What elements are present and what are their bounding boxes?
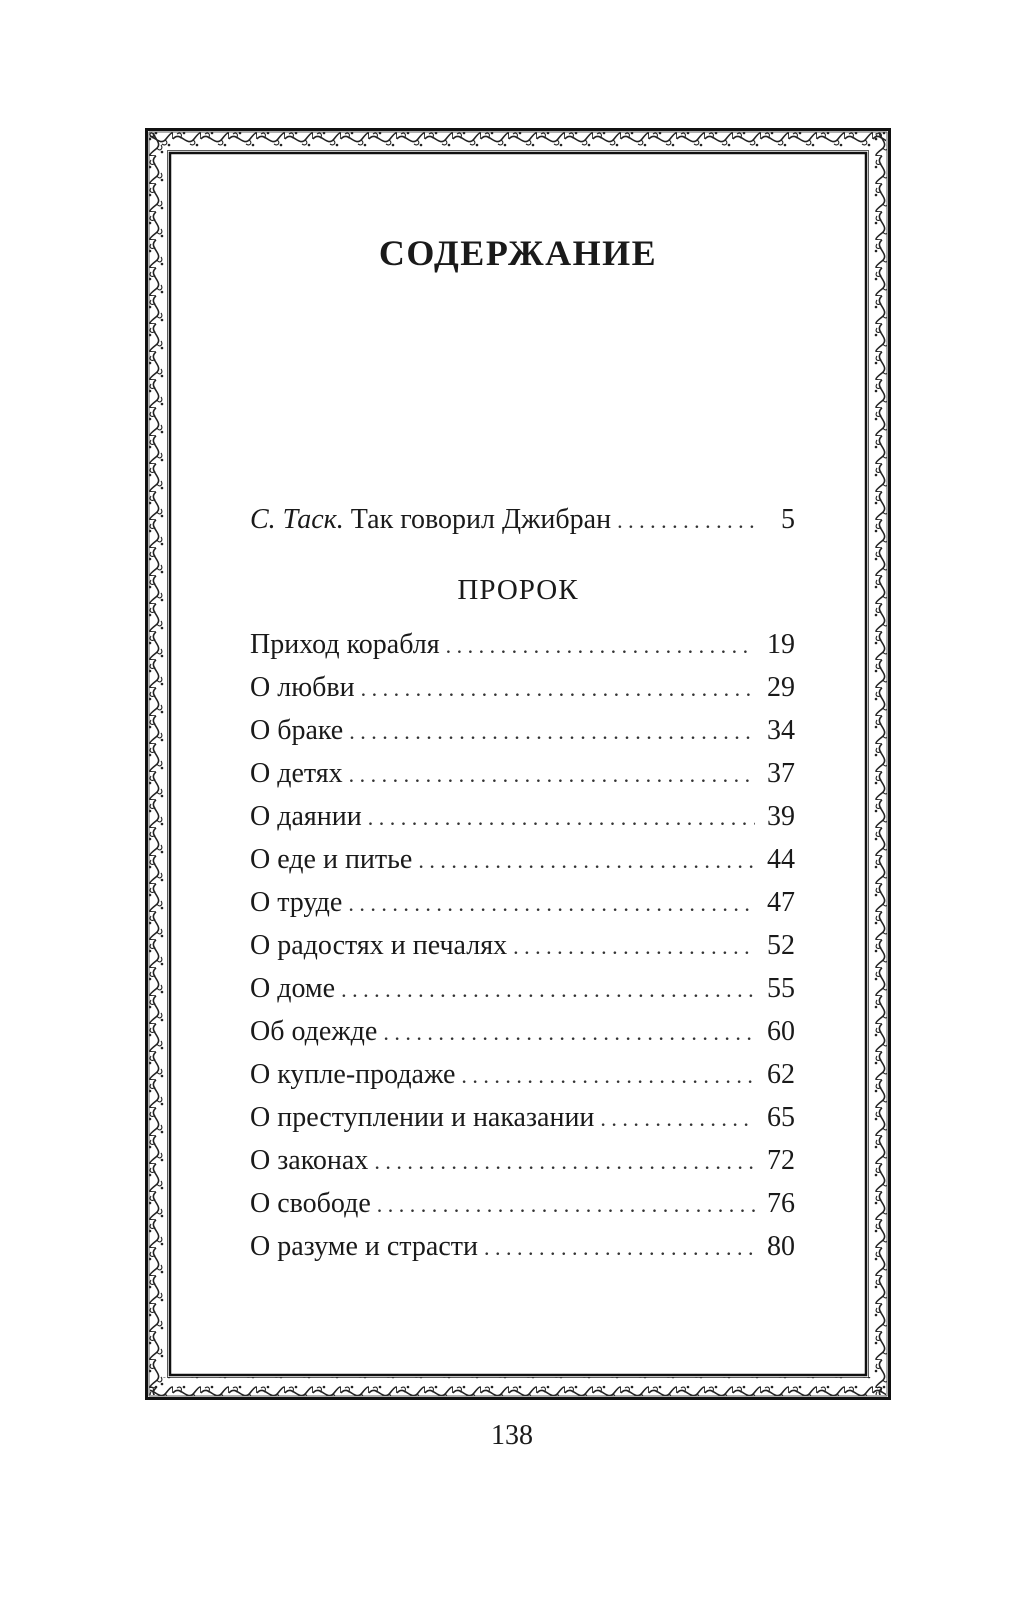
toc-entry <box>250 1096 795 1139</box>
dot-leader <box>461 1054 755 1097</box>
toc-entry <box>250 924 795 967</box>
toc-entry-page: 37 <box>767 758 795 789</box>
toc-entry-title: Приход корабля <box>250 629 440 660</box>
section-title: ПРОРОК <box>457 574 579 606</box>
toc-entry-page: 65 <box>767 1102 795 1133</box>
dot-leader <box>374 1140 755 1183</box>
toc-entry-title: О труде <box>250 887 343 918</box>
toc-entry-title: О купле-продаже <box>250 1059 456 1090</box>
toc-entry-title: О свободе <box>250 1188 371 1219</box>
toc-entry <box>250 881 795 924</box>
dot-leader <box>348 882 755 925</box>
toc-entry-title: Об одежде <box>250 1016 378 1047</box>
toc-entry-page: 76 <box>767 1188 795 1219</box>
toc-entry-page: 60 <box>767 1016 795 1047</box>
toc-entry-page: 80 <box>767 1231 795 1262</box>
toc-entry <box>250 1053 795 1096</box>
toc-entry-page: 29 <box>767 672 795 703</box>
toc-entry-page: 39 <box>767 801 795 832</box>
toc-entry-page: 72 <box>767 1145 795 1176</box>
dot-leader <box>484 1226 755 1269</box>
page-heading: СОДЕРЖАНИЕ <box>378 233 658 273</box>
toc-entry-page: 55 <box>767 973 795 1004</box>
toc-entry-page: 19 <box>767 629 795 660</box>
dot-leader <box>418 839 755 882</box>
toc-entry-title-text: Так говорил Джибран <box>350 504 612 535</box>
dot-leader <box>349 710 755 753</box>
toc-entry-title: О браке <box>250 715 344 746</box>
toc-entry-title: О разуме и страсти <box>250 1231 478 1262</box>
toc-entry-title: О радостях и печалях <box>250 930 508 961</box>
toc-entry <box>250 1139 795 1182</box>
toc-entry-title: О детях <box>250 758 343 789</box>
toc-entry <box>250 666 795 709</box>
toc-entry-title: О даянии <box>250 801 362 832</box>
dot-leader <box>513 925 755 968</box>
toc-entry-title <box>250 498 611 541</box>
toc-entry <box>250 1225 795 1268</box>
toc-list <box>250 623 795 1268</box>
dot-leader <box>341 968 755 1011</box>
toc-entry-page: 5 <box>781 504 795 535</box>
toc-entry-author: С. Таск. <box>250 504 344 535</box>
dot-leader <box>377 1183 755 1226</box>
dot-leader <box>368 796 755 839</box>
dot-leader <box>383 1011 755 1054</box>
toc-entry <box>250 1010 795 1053</box>
toc-entry-title: О любви <box>250 672 355 703</box>
page-number: 138 <box>491 1420 533 1451</box>
toc-entry-page: 44 <box>767 844 795 875</box>
toc-entry <box>250 752 795 795</box>
toc-entry <box>250 623 795 666</box>
toc-entry-title: О доме <box>250 973 336 1004</box>
toc-entry-page: 34 <box>767 715 795 746</box>
toc-entry-title: О преступлении и наказании <box>250 1102 595 1133</box>
toc-entry <box>250 795 795 838</box>
toc-entry <box>250 709 795 752</box>
dot-leader <box>349 753 755 796</box>
dot-leader <box>617 499 755 542</box>
dot-leader <box>446 624 755 667</box>
toc-entry-intro <box>250 498 795 541</box>
toc-entry-page: 62 <box>767 1059 795 1090</box>
toc-entry <box>250 838 795 881</box>
contents-page <box>145 128 891 1400</box>
dot-leader <box>600 1097 755 1140</box>
toc-entry-title: О законах <box>250 1145 369 1176</box>
toc-intro <box>250 498 795 541</box>
toc-entry <box>250 967 795 1010</box>
toc-entry <box>250 1182 795 1225</box>
toc-entry-title: О еде и питье <box>250 844 413 875</box>
toc-entry-page: 47 <box>767 887 795 918</box>
dot-leader <box>361 667 755 710</box>
toc-entry-page: 52 <box>767 930 795 961</box>
